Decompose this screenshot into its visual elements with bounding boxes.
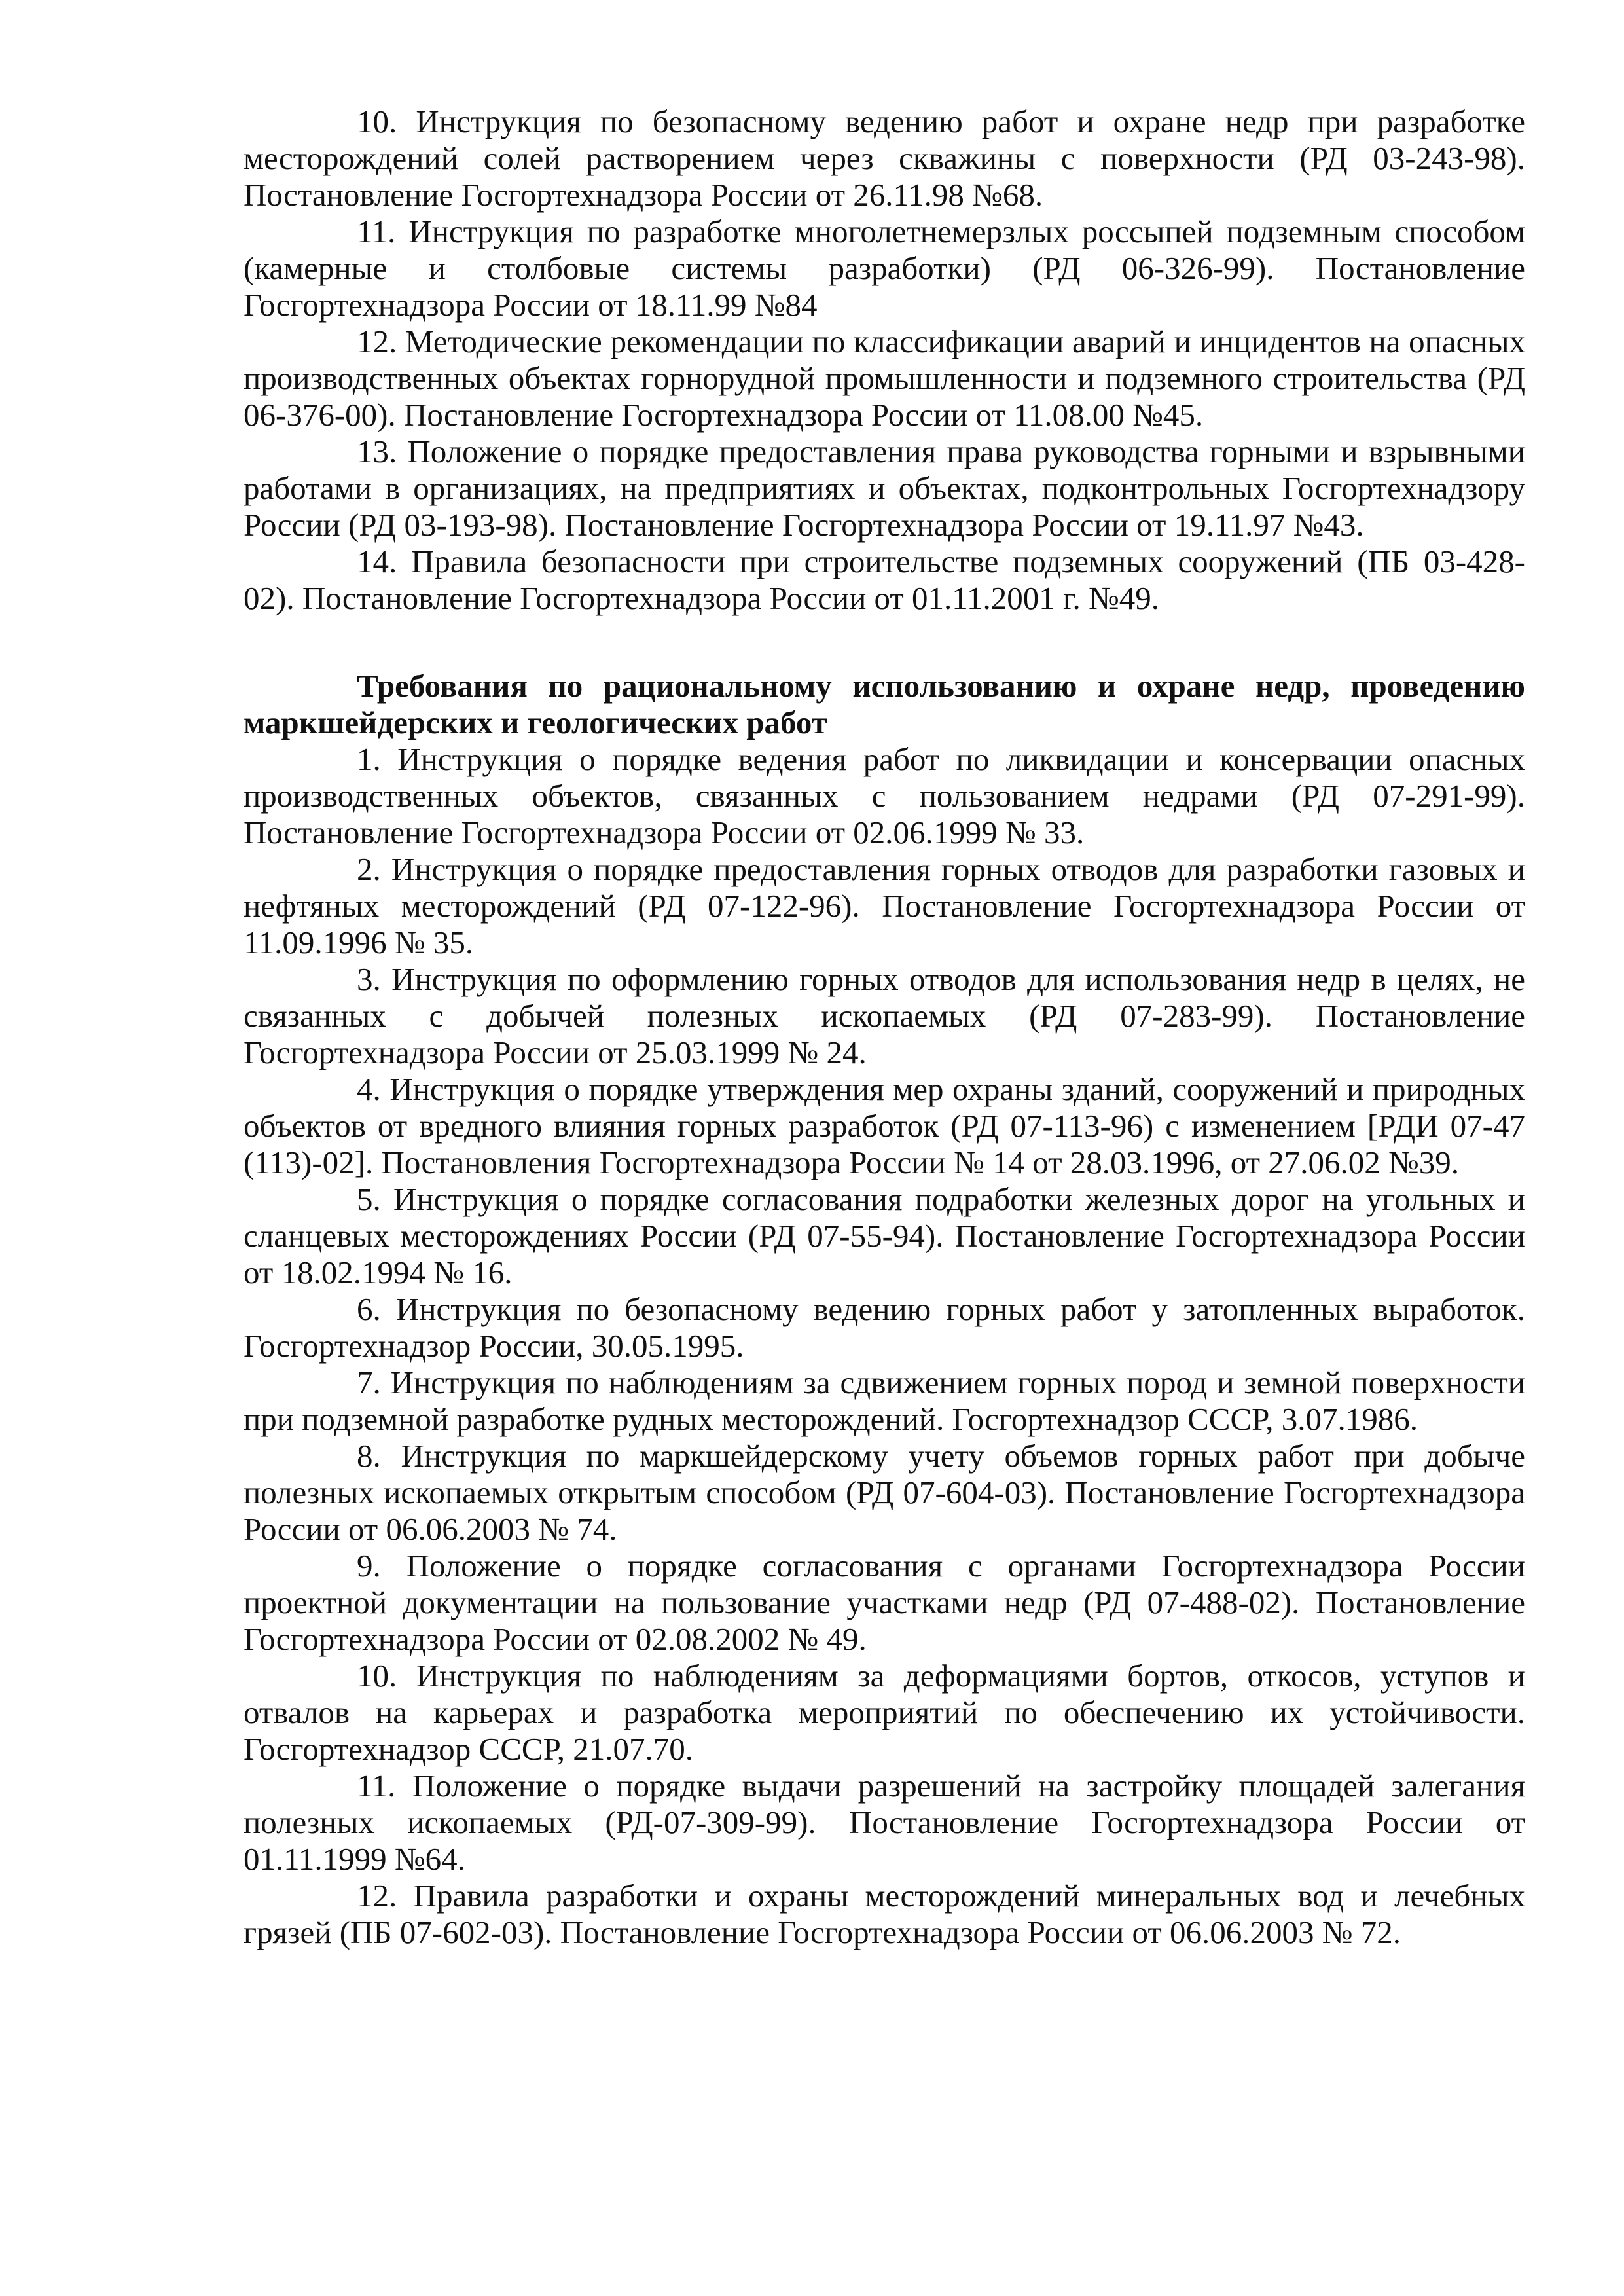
list-item: 1. Инструкция о порядке ведения работ по ликвидации и консервации опасных производственных объектов, связанных с пользованием недрами (РД 07-291-99). Постановление Госгортехнадзора России от 02.06.1999 № 33. — [244, 741, 1525, 850]
list-item: 8. Инструкция по маркшейдерскому учету объемов горных работ при добыче полезных ископаемых открытым способом (РД 07-604-03). Постановление Госгортехнадзора России от 06.06.2003 № 74. — [244, 1438, 1525, 1547]
list-item: 10. Инструкция по безопасному ведению работ и охране недр при разработке месторождений солей растворением через скважины с поверхности (РД 03-243-98). Постановление Госгортехнадзора России от 26.11.98 №68. — [244, 103, 1525, 213]
list-item: 12. Методические рекомендации по классификации аварий и инцидентов на опасных производственных объектах горнорудной промышленности и подземного строительства (РД 06-376-00). Постановление Госгортехнадзора России от 11.08.00 №45. — [244, 323, 1525, 433]
list-item: 7. Инструкция по наблюдениям за сдвижением горных пород и земной поверхности при подземной разработке рудных месторождений. Госгортехнадзор СССР, 3.07.1986. — [244, 1364, 1525, 1437]
list-item: 11. Положение о порядке выдачи разрешений на застройку площадей залегания полезных ископаемых (РД-07-309-99). Постановление Госгортехнадзора России от 01.11.1999 №64. — [244, 1768, 1525, 1877]
list-item: 13. Положение о порядке предоставления права руководства горными и взрывными работами в организациях, на предприятиях и объектах, подконтрольных Госгортехнадзору России (РД 03-193-98). Постановление Госгортехнадзора России от 19.11.97 №43. — [244, 433, 1525, 543]
list-item: 9. Положение о порядке согласования с органами Госгортехнадзора России проектной документации на пользование участками недр (РД 07-488-02). Постановление Госгортехнадзора России от 02.08.2002 № 49. — [244, 1548, 1525, 1657]
document-body — [244, 103, 1525, 1951]
list-item: 6. Инструкция по безопасному ведению горных работ у затопленных выработок. Госгортехнадзор России, 30.05.1995. — [244, 1291, 1525, 1364]
list-item: 10. Инструкция по наблюдениям за деформациями бортов, откосов, уступов и отвалов на карьерах и разработка мероприятий по обеспечению их устойчивости. Госгортехнадзор СССР, 21.07.70. — [244, 1658, 1525, 1767]
section-spacer — [244, 617, 1525, 668]
list-item: 11. Инструкция по разработке многолетнемерзлых россыпей подземным способом (камерные и столбовые системы разработки) (РД 06-326-99). Постановление Госгортехнадзора России от 18.11.99 №84 — [244, 213, 1525, 323]
section-heading: Требования по рациональному использованию и охране недр, проведению маркшейдерских и геологических работ — [244, 668, 1525, 740]
list-item: 4. Инструкция о порядке утверждения мер охраны зданий, сооружений и природных объектов от вредного влияния горных разработок (РД 07-113-96) с изменением [РДИ 07-47 (113)-02]. Постановления Госгортехнадзора России № 14 от 28.03.1996, от 27.06.02 №39. — [244, 1071, 1525, 1180]
list-item: 12. Правила разработки и охраны месторождений минеральных вод и лечебных грязей (ПБ 07-602-03). Постановление Госгортехнадзора России от 06.06.2003 № 72. — [244, 1878, 1525, 1950]
list-item: 2. Инструкция о порядке предоставления горных отводов для разработки газовых и нефтяных месторождений (РД 07-122-96). Постановление Госгортехнадзора России от 11.09.1996 № 35. — [244, 851, 1525, 960]
list-item: 14. Правила безопасности при строительстве подземных сооружений (ПБ 03-428-02). Постановление Госгортехнадзора России от 01.11.2001 г. №49. — [244, 543, 1525, 616]
list-item: 5. Инструкция о порядке согласования подработки железных дорог на угольных и сланцевых месторождениях России (РД 07-55-94). Постановление Госгортехнадзора России от 18.02.1994 № 16. — [244, 1181, 1525, 1290]
list-item: 3. Инструкция по оформлению горных отводов для использования недр в целях, не связанных с добычей полезных ископаемых (РД 07-283-99). Постановление Госгортехнадзора России от 25.03.1999 № 24. — [244, 961, 1525, 1070]
